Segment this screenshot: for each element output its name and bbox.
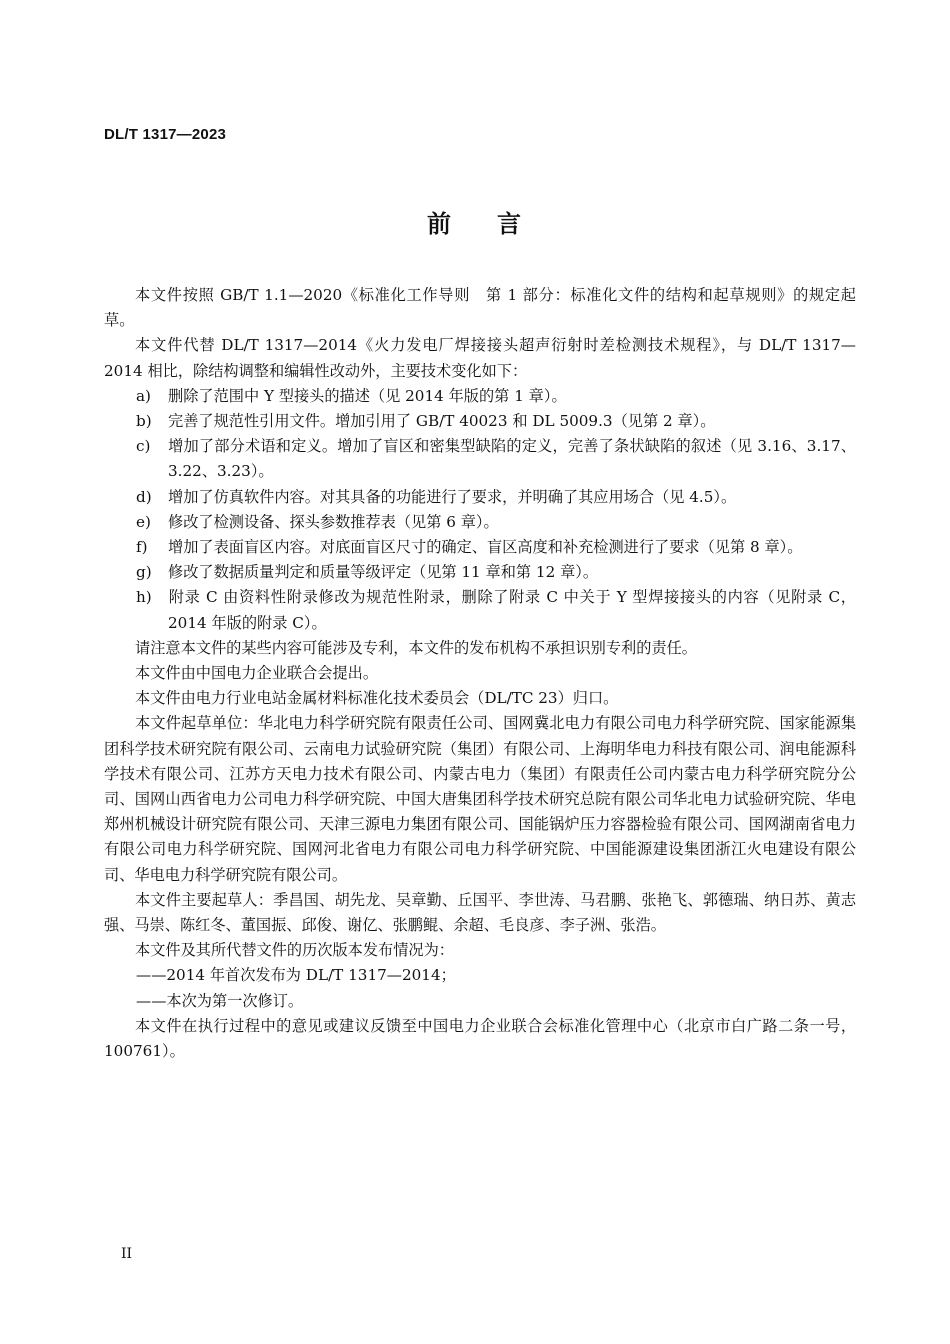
committee-paragraph: 本文件由电力行业电站金属材料标准化技术委员会（DL/TC 23）归口。 bbox=[135, 689, 619, 708]
intro-paragraph-1: 本文件按照 GB/T 1.1—2020《标准化工作导则 第 1 部分：标准化文件的结构和起草规则》的规定起草。 bbox=[104, 286, 856, 330]
feedback-paragraph: 本文件在执行过程中的意见或建议反馈至中国电力企业联合会标准化管理中心（北京市白广路二条一号，100761）。 bbox=[104, 1016, 856, 1061]
history-item-1: ——2014 年首次发布为 DL/T 1317—2014； bbox=[136, 966, 456, 985]
change-text: 修改了检测设备、探头参数推荐表（见第 6 章）。 bbox=[168, 512, 499, 531]
change-label: b) bbox=[136, 412, 152, 431]
page-number: II bbox=[121, 1246, 133, 1262]
change-text: 修改了数据质量判定和质量等级评定（见第 11 章和第 12 章）。 bbox=[168, 563, 599, 582]
intro-paragraph-2: 本文件代替 DL/T 1317—2014《火力发电厂焊接接头超声衍射时差检测技术规程》，与 DL/T 1317—2014 相比，除结构调整和编辑性改动外，主要技术变化如下： bbox=[104, 336, 856, 380]
change-text: 增加了部分术语和定义。增加了盲区和密集型缺陷的定义，完善了条状缺陷的叙述（见 3.16、3.17、3.22、3.23）。 bbox=[168, 437, 856, 481]
change-label: f) bbox=[136, 538, 148, 557]
change-item-f bbox=[104, 535, 856, 560]
change-item-a bbox=[104, 384, 856, 409]
history-intro: 本文件及其所代替文件的历次版本发布情况为： bbox=[135, 941, 454, 960]
change-item-b bbox=[104, 409, 856, 434]
title-part-1: 前 bbox=[427, 210, 453, 238]
change-item-c bbox=[104, 434, 856, 484]
change-label: d) bbox=[136, 487, 152, 506]
change-text: 附录 C 由资料性附录修改为规范性附录，删除了附录 C 中关于 Y 型焊接接头的内容（见附录 C，2014 年版的附录 C）。 bbox=[168, 588, 856, 632]
proposer-paragraph: 本文件由中国电力企业联合会提出。 bbox=[135, 664, 378, 683]
change-label: e) bbox=[136, 512, 151, 531]
change-text: 完善了规范性引用文件。增加引用了 GB/T 40023 和 DL 5009.3（见第 2 章）。 bbox=[168, 412, 716, 431]
foreword-body bbox=[104, 283, 856, 1064]
change-label: h) bbox=[136, 588, 152, 607]
change-text: 删除了范围中 Y 型接头的描述（见 2014 年版的第 1 章）。 bbox=[168, 386, 567, 405]
change-label: c) bbox=[136, 437, 151, 456]
change-item-h bbox=[104, 585, 856, 635]
page-title bbox=[0, 204, 950, 239]
document-code: DL/T 1317—2023 bbox=[104, 126, 227, 143]
history-item-2: ——本次为第一次修订。 bbox=[136, 991, 304, 1010]
drafters-paragraph: 本文件主要起草人：季昌国、胡先龙、吴章勤、丘国平、李世涛、马君鹏、张艳飞、郭德瑞、纳日苏、黄志强、马崇、陈红冬、董国振、邱俊、谢亿、张鹏鲲、余超、毛良彦、李子洲、张浩。 bbox=[104, 890, 856, 935]
patent-notice: 请注意本文件的某些内容可能涉及专利，本文件的发布机构不承担识别专利的责任。 bbox=[135, 638, 697, 657]
change-text: 增加了仿真软件内容。对其具备的功能进行了要求，并明确了其应用场合（见 4.5）。 bbox=[168, 487, 737, 506]
change-item-e bbox=[104, 510, 856, 535]
change-label: g) bbox=[136, 563, 152, 582]
title-part-2: 言 bbox=[497, 210, 523, 238]
change-label: a) bbox=[136, 386, 151, 405]
change-text: 增加了表面盲区内容。对底面盲区尺寸的确定、盲区高度和补充检测进行了要求（见第 8 章）。 bbox=[168, 538, 803, 557]
change-item-g bbox=[104, 560, 856, 585]
drafting-units-paragraph: 本文件起草单位：华北电力科学研究院有限责任公司、国网冀北电力有限公司电力科学研究院、国家能源集团科学技术研究院有限公司、云南电力试验研究院（集团）有限公司、上海明华电力科技有限公司、润电能源科学技术有限公司、江苏方天电力技术有限公司、内蒙古电力（集团）有限责任公司内蒙古电力科学研究院分公司、国网山西省电力公司电力科学研究院、中国大唐集团科学技术研究总院有限公司华北电力试验研究院、华电郑州机械设计研究院有限公司、天津三源电力集团有限公司、国能锅炉压力容器检验有限公司、国网湖南省电力有限公司电力科学研究院、国网河北省电力有限公司电力科学研究院、中国能源建设集团浙江火电建设有限公司、华电电力科学研究院有限公司。 bbox=[104, 714, 856, 884]
change-item-d bbox=[104, 485, 856, 510]
